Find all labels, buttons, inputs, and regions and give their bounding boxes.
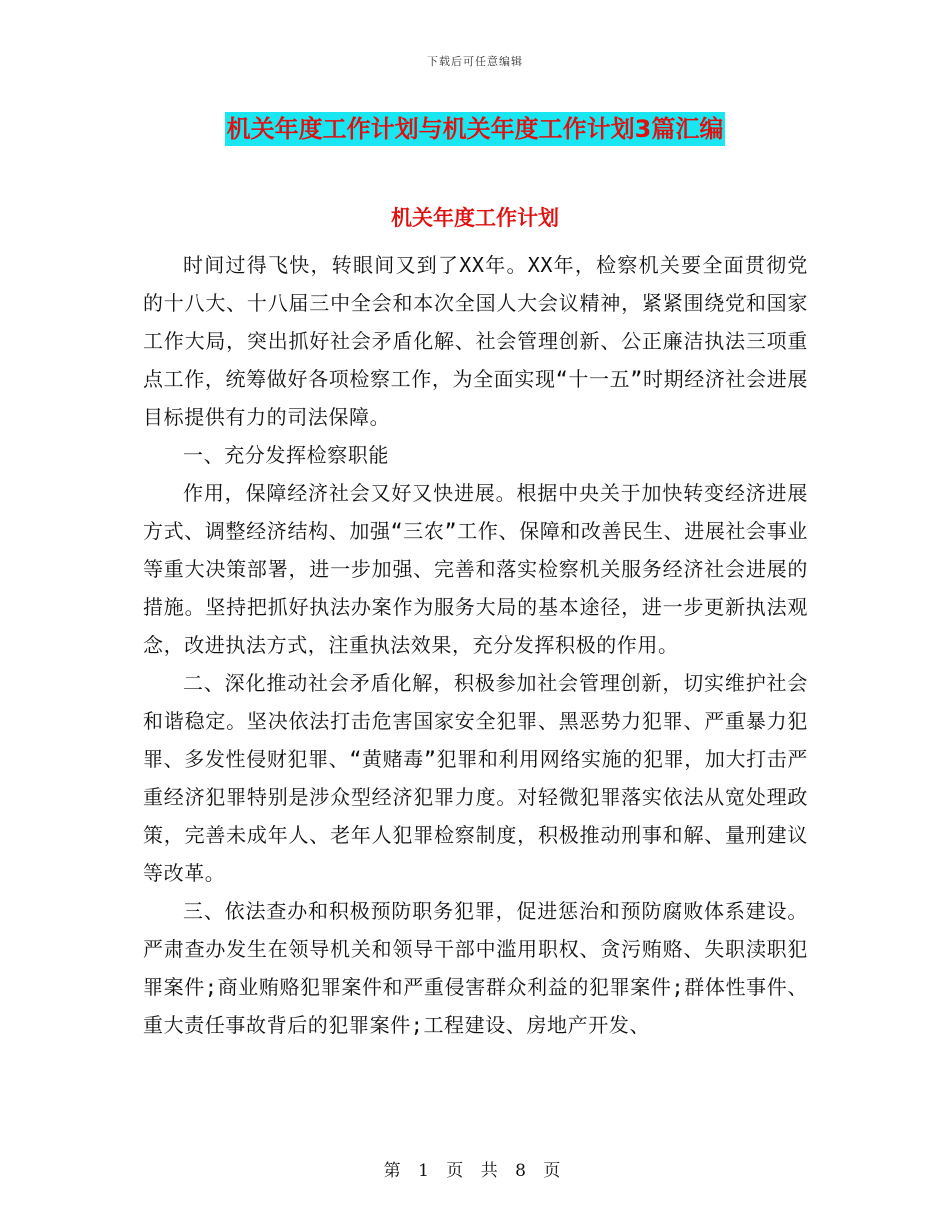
paragraph-2: 二、深化推动社会矛盾化解，积极参加社会管理创新，切实维护社会和谐稳定。坚决依法打击危害国家安全犯罪、黑恶势力犯罪、严重暴力犯罪、多发性侵财犯罪、“黄赌毒”犯罪和利用网络实施的犯罪，加大打击严重经济犯罪特别是涉众型经济犯罪力度。对轻微犯罪落实依法从宽处理政策，完善未成年人、老年人犯罪检察制度，积极推动刑事和解、量刑建议等改革。 [143, 671, 808, 885]
section-title: 机关年度工作计划 [391, 206, 559, 230]
paragraph-intro: 时间过得飞快，转眼间又到了XX年。XX年，检察机关要全面贯彻党的十八大、十八届三中全会和本次全国人大会议精神，紧紧围绕党和国家工作大局，突出抓好社会矛盾化解、社会管理创新、公正廉洁执法三项重点工作，统筹做好各项检察工作，为全面实现“十一五”时期经济社会进展目标提供有力的司法保障。 [143, 253, 808, 429]
paragraph-heading-1: 一、充分发挥检察职能 [183, 443, 389, 467]
document-body [143, 246, 808, 1044]
document-title-container [0, 112, 950, 146]
paragraph-1: 作用，保障经济社会又好又快进展。根据中央关于加快转变经济进展方式、调整经济结构、加强“三农”工作、保障和改善民生、进展社会事业等重大决策部署，进一步加强、完善和落实检察机关服务经济社会进展的措施。坚持把抓好执法办案作为服务大局的基本途径，进一步更新执法观念，改进执法方式，注重执法效果，充分发挥积极的作用。 [143, 481, 808, 657]
page-number-footer: 第 1 页 共 8 页 [383, 1161, 567, 1181]
header-note: 下载后可任意编辑 [427, 55, 523, 68]
paragraph-3: 三、依法查办和积极预防职务犯罪，促进惩治和预防腐败体系建设。严肃查办发生在领导机关和领导干部中滥用职权、贪污贿赂、失职渎职犯罪案件;商业贿赂犯罪案件和严重侵害群众利益的犯罪案件;群体性事件、重大责任事故背后的犯罪案件;工程建设、房地产开发、 [143, 899, 808, 1037]
document-title: 机关年度工作计划与机关年度工作计划3篇汇编 [225, 112, 726, 146]
